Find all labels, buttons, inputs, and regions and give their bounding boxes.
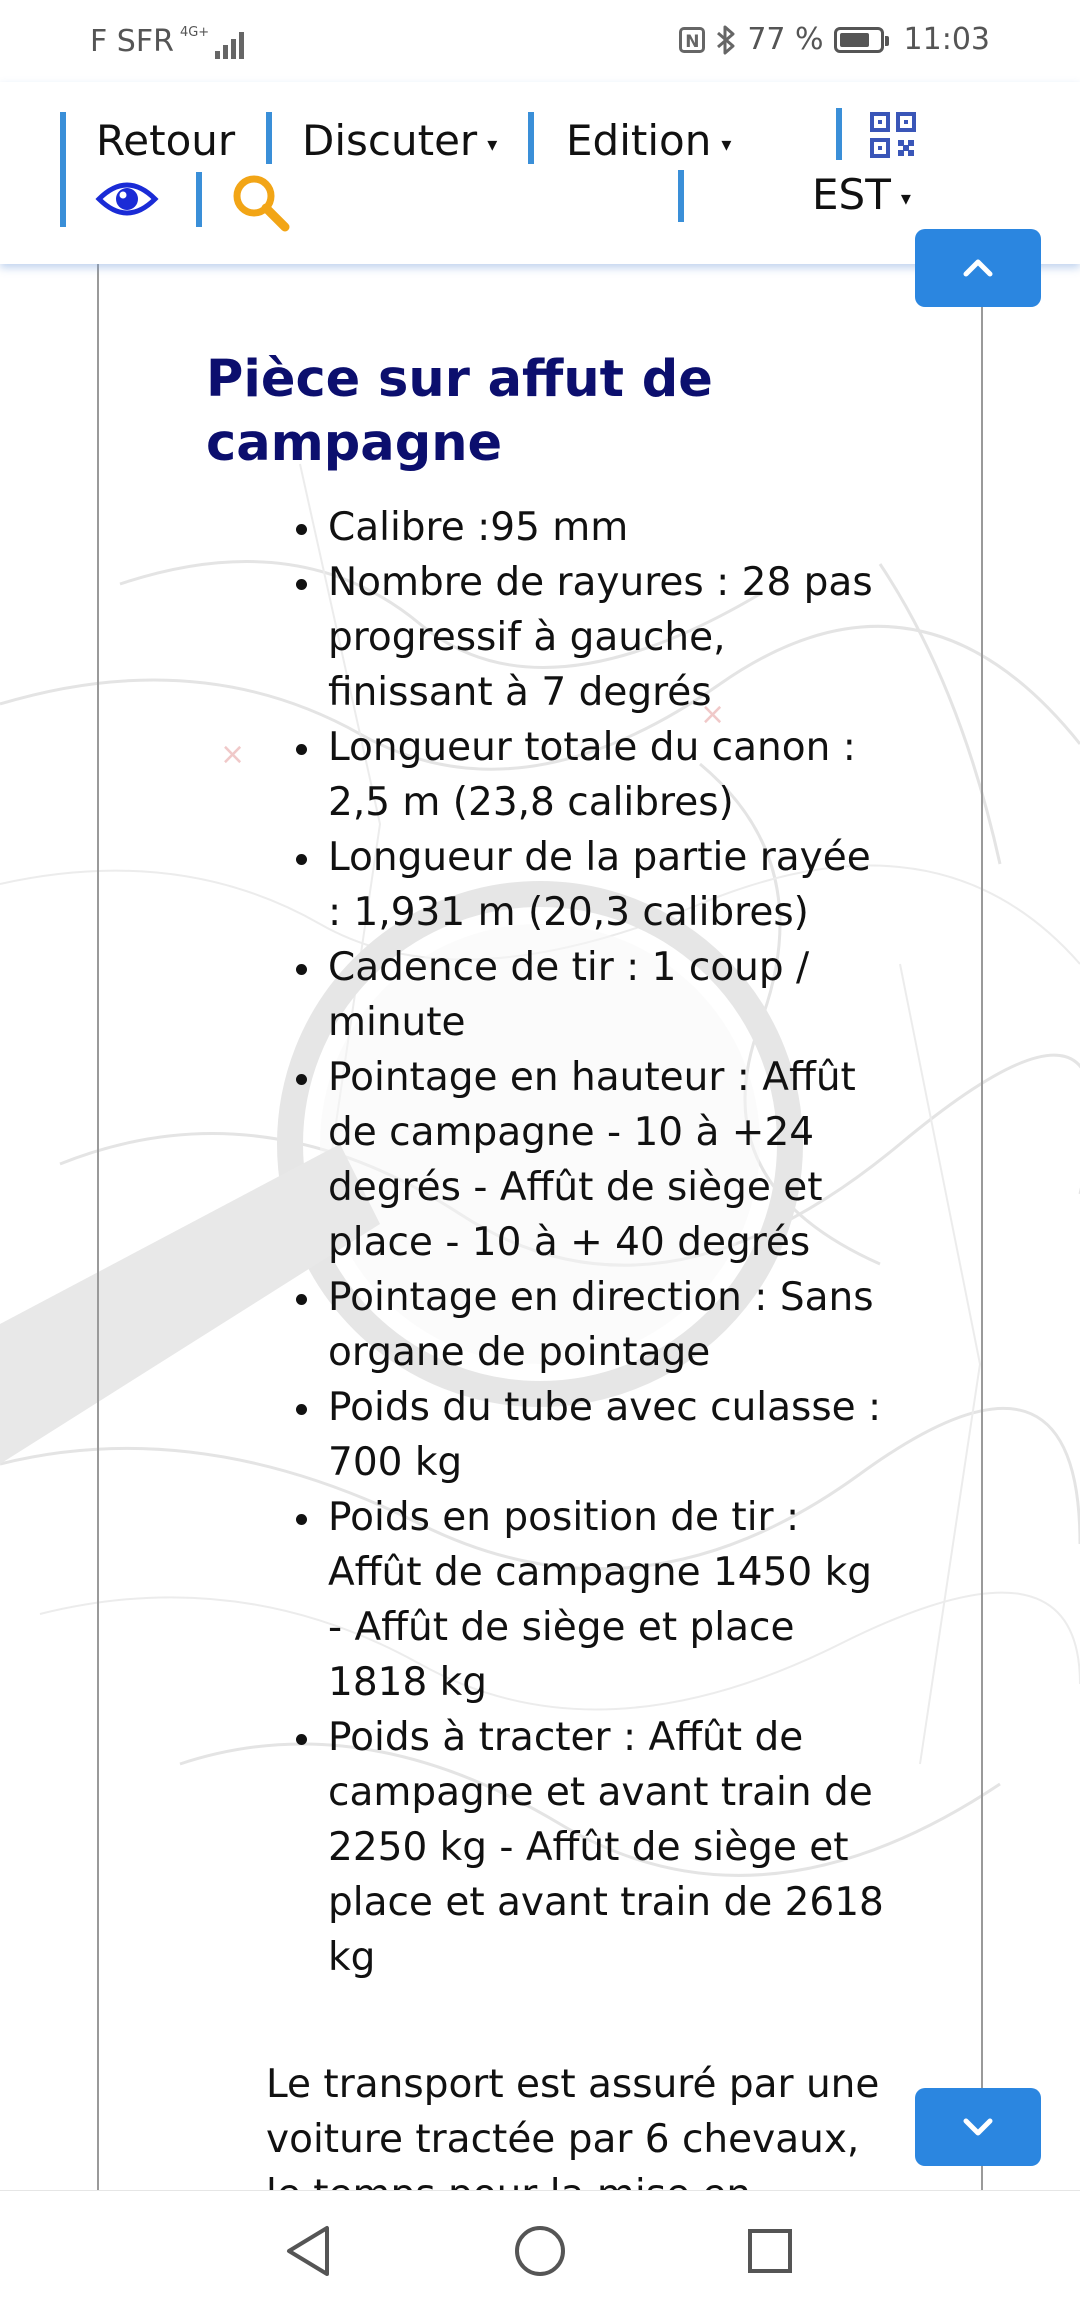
spec-item: Pointage en direction : Sans organe de pointage	[328, 1270, 888, 1380]
square-recents-icon	[745, 2226, 795, 2276]
signal-icon	[215, 31, 244, 59]
spec-item: Poids à tracter : Affût de campagne et avant train de 2250 kg - Affût de siège et place et avant train de 2618 kg	[328, 1710, 888, 1985]
home-nav-button[interactable]	[510, 2221, 570, 2281]
discuss-label: Discuter	[302, 116, 478, 165]
clock: 11:03	[903, 22, 990, 57]
spec-item: Calibre :95 mm	[328, 500, 888, 555]
scroll-down-button[interactable]	[915, 2088, 1041, 2166]
toolbar-divider	[528, 112, 534, 164]
body-paragraph: Le transport est assuré par une voiture tractée par 6 chevaux,	[266, 2062, 880, 2162]
toolbar-divider	[60, 112, 66, 227]
recents-nav-button[interactable]	[740, 2221, 800, 2281]
network-type: 4G+	[179, 25, 210, 40]
toolbar-divider	[196, 172, 202, 227]
toolbar-divider	[836, 108, 842, 160]
back-nav-button[interactable]	[278, 2221, 338, 2281]
status-left	[90, 24, 244, 59]
spec-item: Cadence de tir : 1 coup / minute	[328, 940, 888, 1050]
battery-percent: 77 %	[747, 22, 824, 57]
spec-item: Longueur totale du canon : 2,5 m (23,8 calibres)	[328, 720, 888, 830]
discuss-menu[interactable]	[302, 116, 497, 165]
chevron-up-icon	[961, 257, 995, 279]
back-link[interactable]: Retour	[96, 116, 236, 165]
edit-menu[interactable]	[566, 116, 731, 165]
chevron-down-icon: ▾	[487, 131, 498, 156]
search-icon[interactable]	[230, 172, 292, 234]
scroll-up-button[interactable]	[915, 229, 1041, 307]
region-label: EST	[812, 170, 891, 219]
status-right	[679, 22, 990, 57]
svg-text:×: ×	[700, 697, 726, 732]
triangle-back-icon	[283, 2224, 333, 2278]
toolbar-divider	[678, 170, 684, 222]
battery-icon	[834, 27, 884, 53]
panel-border	[981, 264, 983, 2190]
bluetooth-icon	[715, 24, 737, 56]
region-menu[interactable]	[812, 170, 911, 219]
spec-item: Nombre de rayures : 28 pas progressif à gauche, finissant à 7 degrés	[328, 555, 888, 720]
article	[206, 348, 886, 2222]
circle-home-icon	[513, 2224, 567, 2278]
spec-item: Poids en position de tir : Affût de campagne 1450 kg - Affût de siège et place 1818 kg	[328, 1490, 888, 1710]
carrier-name: F SFR	[90, 24, 174, 59]
nfc-icon: N	[679, 27, 705, 53]
chevron-down-icon: ▾	[900, 185, 911, 210]
spec-list	[206, 500, 886, 1985]
system-nav-bar	[0, 2190, 1080, 2313]
status-bar	[0, 0, 1080, 82]
svg-text:×: ×	[220, 737, 246, 772]
chevron-down-icon: ▾	[721, 131, 732, 156]
eye-icon[interactable]	[96, 177, 158, 221]
panel-border	[97, 264, 99, 2190]
chevron-down-icon	[961, 2116, 995, 2138]
page-content[interactable]	[0, 264, 1080, 2190]
spec-item: Longueur de la partie rayée : 1,931 m (20,3 calibres)	[328, 830, 888, 940]
spec-item: Pointage en hauteur : Affût de campagne - 10 à +24 degrés - Affût de siège et place - 10 à + 40 degrés	[328, 1050, 888, 1270]
edit-label: Edition	[566, 116, 712, 165]
spec-item: Poids du tube avec culasse : 700 kg	[328, 1380, 888, 1490]
section-title: Pièce sur affut de campagne	[206, 350, 713, 473]
toolbar-divider	[266, 112, 272, 164]
qr-code-icon[interactable]	[870, 112, 916, 158]
